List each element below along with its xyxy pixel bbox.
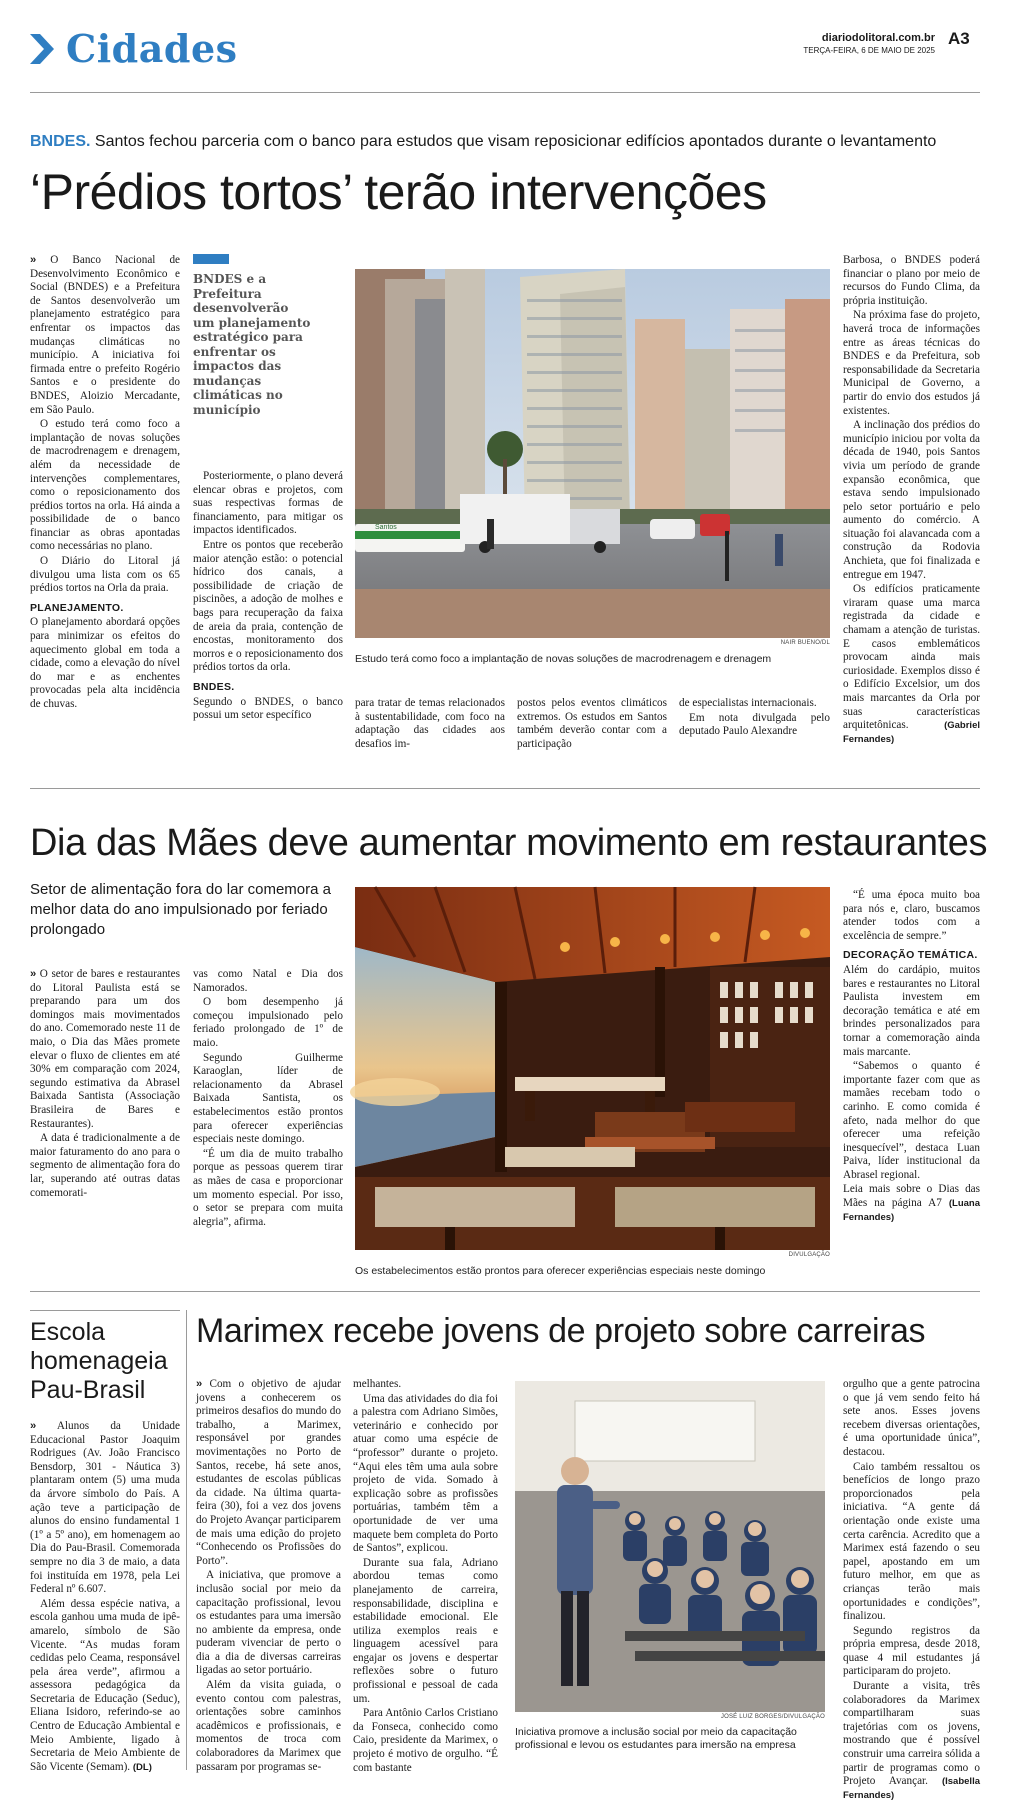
paragraph: Além dessa espécie nativa, a escola ganhou uma muda de ipê-amarelo, símbolo de São Vicente. “As mudas foram cedidas pelo Ceama, responsável pela área verde”, afirmou a assessora pedagógica da Secretaria de Educação (Seduc), Eliana Isidoro, referindo-se ao Centro de Educação Ambiental e Meio Ambiente, ligado à Secretaria de Meio Ambiente de São Vicente (Semam).: [30, 1597, 180, 1773]
paragraph: Durante a visita, três colaboradores da Marimex compartilharam suas trajetórias com os jovens, mostrando que é possível construir uma carreira sólida a partir de programas como o Projeto Avançar.: [843, 1680, 980, 1788]
paragraph: Entre os pontos que receberão maior atenção estão: o potencial hídrico dos canais, a possibilidade de criação de piscinões, a adoção de molhes e bags para recuperação da faixa de areia da praia, contenção de encostas, monitoramento dos morros e o reposicionamento dos prédios tortos da orla.: [193, 538, 343, 674]
paragraph: O estudo terá como foco a implantação de novas soluções de macrodrenagem e drenagem, além da necessidade de intervenções complementares, como o reposicionamento dos prédios tortos na orla. Há ainda a possibilidade de o banco financiar as obras apontadas como necessárias no plano.: [30, 418, 180, 553]
paragraph: A iniciativa, que promove a inclusão social por meio da capacitação profissional, levou os estudantes para uma imersão no ambiente da empresa, onde puderam vivenciar de perto o dia a dia de diversas carreiras ligadas ao setor portuário.: [196, 1569, 341, 1677]
story2-divider: [30, 1291, 980, 1292]
story4-col1: [196, 1378, 341, 1775]
author-signature: (Gabriel Fernandes): [843, 720, 980, 745]
story4-col3: [843, 1378, 980, 1803]
story2-headline: Dia das Mães deve aumentar movimento em restaurantes: [30, 822, 988, 864]
author-signature: (Luana Fernandes): [843, 1198, 980, 1223]
story1-col5: [843, 254, 980, 747]
paragraph: O Banco Nacional de Desenvolvimento Econômico e Social (BNDES) e a Prefeitura de Santos desenvolverão um planejamento estratégico para enfrentar os impactos das mudanças climáticas no município. A iniciativa foi firmada entre o prefeito Rogério Santos e o presidente do BNDES, Aloizio Mercadante, em São Paulo.: [30, 254, 180, 416]
paragraph: Barbosa, o BNDES poderá financiar o plano por meio de recursos do Fundo Clima, da própria instituição.: [843, 254, 980, 307]
paragraph: Além do cardápio, muitos bares e restaurantes no Litoral Paulista investem em decoração temática e até em brindes personalizados para tornar a comemoração ainda mais marcante.: [843, 963, 980, 1058]
paragraph: Os edifícios praticamente viraram quase uma marca registrada da cidade e chamam a atenção de turistas. E casos emblemáticos provocam ainda mais curiosidade. Exemplos disso é o Edifício Excelsior, um dos mais marcantes da Orla por suas características arquitetônicas.: [843, 583, 980, 732]
story1-col1: [30, 254, 180, 713]
drop-chevron-icon: »: [196, 1378, 203, 1390]
paragraph: “É uma época muito boa para nós e, claro, buscamos atender todos com a excelência de sempre.”: [843, 889, 980, 942]
author-signature: (DL): [132, 1761, 152, 1773]
paragraph: Uma das atividades do dia foi a palestra com Adriano Simões, veterinário e conhecido por atuar como uma espécie de “professor” durante o projeto. “Aqui eles têm uma aula sobre projeto de vida. Somado à explicação sobre as profissões portuárias, também têm a oportunidade de ver uma maquete bem completa do Porto de Santos”, explicou.: [353, 1392, 498, 1555]
story1-col3: [355, 697, 505, 752]
story4-headline: Marimex recebe jovens de projeto sobre carreiras: [196, 1312, 926, 1350]
drop-chevron-icon: »: [30, 254, 37, 266]
drop-chevron-icon: »: [30, 968, 37, 980]
paragraph: Com o objetivo de ajudar jovens a conhecerem os primeiros desafios do mundo do trabalho, a Marimex, responsável por grandes movimentações no Porto de Santos, recebe, há sete anos, estudantes de escolas públicas da cidade. Na última quarta-feira (30), foi a vez dos jovens do Projeto Avançar participarem de mais uma edição do projeto “Conhecendo os Profissões do Porto”.: [196, 1378, 342, 1567]
paragraph: postos pelos eventos climáticos extremos. Os estudos em Santos também deverão contar com a participação: [517, 697, 667, 750]
subhead: DECORAÇÃO TEMÁTICA.: [843, 949, 978, 962]
restaurant-photo: [355, 887, 830, 1250]
photo2-credit: DIVULGAÇÃO: [788, 1252, 830, 1258]
story4-col2: [353, 1378, 498, 1776]
story3-body: [30, 1420, 180, 1775]
photo1-credit: NAIR BUENO/DL: [780, 640, 830, 646]
paragraph: para tratar de temas relacionados à sustentabilidade, com foco na adaptação das cidades aos desafios im-: [355, 697, 505, 750]
paragraph: O planejamento abordará opções para minimizar os efeitos do aquecimento global em toda a cidade, como a elevação do nível do mar e as enchentes provocadas pela alta incidência de chuvas.: [30, 616, 180, 710]
story1-divider: [30, 788, 980, 789]
section-title: Cidades: [66, 26, 238, 71]
paragraph: de especialistas internacionais.: [679, 697, 817, 709]
photo4-credit: JOSÉ LUIZ BORGES/DIVULGAÇÃO: [720, 1714, 825, 1720]
section-header: [30, 26, 980, 76]
story3-headline: Escola homenageia Pau-Brasil: [30, 1318, 168, 1404]
author-signature: (Isabella Fernandes): [843, 1776, 980, 1801]
paragraph: Segundo Guilherme Karaoglan, líder de relacionamento da Abrasel Baixada Santista, os estabelecimentos estão prontos para oferecer experiências especiais neste domingo.: [193, 1051, 343, 1146]
photo1-caption: Estudo terá como foco a implantação de novas soluções de macrodrenagem e drenagem: [355, 653, 772, 665]
photo4-caption: Iniciativa promove a inclusão social por meio da capacitação profissional e levou os estudantes para imersão na empresa: [515, 1726, 797, 1751]
paragraph: vas como Natal e Dia dos Namorados.: [193, 968, 343, 994]
bus-label: Santos: [375, 524, 397, 531]
paragraph: Segundo o BNDES, o banco possui um setor específico: [193, 695, 343, 722]
header-rule: [30, 92, 980, 93]
paragraph: Posteriormente, o plano deverá elencar obras e projetos, com suas respectivas formas de financiamento, para mitigar os impactos identificados.: [193, 470, 343, 537]
issue-date: TERÇA-FEIRA, 6 DE MAIO DE 2025: [803, 46, 935, 55]
story2-col1: [30, 968, 180, 1201]
paragraph: Na próxima fase do projeto, haverá troca de informações entre as áreas técnicas do BNDES e da Prefeitura, sob responsabilidade da Secretaria Municipal de Governo, a partir do envio dos estudos já existentes.: [843, 309, 980, 417]
photo2-caption: Os estabelecimentos estão prontos para oferecer experiências especiais neste domingo: [355, 1265, 766, 1277]
story1-col4: [517, 697, 667, 752]
paragraph: O Diário do Litoral já divulgou uma lista com os 65 prédios tortos na Orla da praia.: [30, 555, 180, 595]
paragraph: Para Antônio Carlos Cristiano da Fonseca, conhecido como Caio, presidente da Marimex, o projeto é motivo de orgulho. “É com bastante: [353, 1707, 498, 1774]
buildings-photo: [355, 269, 830, 638]
paragraph: Alunos da Unidade Educacional Pastor Joaquim Rodrigues (Av. João Francisco Bensdorp, 301 - Náutica 3) plantaram ontem (5) uma muda da árvore símbolo do País. A ação teve a participação de alunos do ensino fundamental 1 (1º a 5º ano), em homenagem ao Dia do Pau-Brasil. Comemorada sempre no dia 3 de maio, a data foi instituída em 1978, pela Lei Federal nº 6.607.: [30, 1420, 180, 1596]
subhead: BNDES.: [193, 680, 235, 693]
drop-chevron-icon: »: [30, 1420, 37, 1432]
paragraph: “É um dia de muito trabalho porque as pessoas querem tirar as mães de casa e proporcionar um momento especial. Por isso, o setor se prepara com muita alegria”, afirma.: [193, 1147, 343, 1228]
paragraph: Durante sua fala, Adriano abordou temas como planejamento de carreira, responsabilidade, disciplina e estabilidade emocional. Ele utiliza exemplos reais e linguagem acessível para engajar os jovens e despertar reflexões sobre o futuro profissional e pessoal de cada um.: [353, 1556, 498, 1705]
paragraph: A data é tradicionalmente a de maior faturamento do ano para o segmento de alimentação fora do lar, superando até outras datas comemorati-: [30, 1132, 180, 1199]
paragraph: Leia mais sobre o Dias das Mães na página A7: [843, 1183, 980, 1210]
story1-col4b: [679, 697, 830, 740]
paragraph: Segundo registros da própria empresa, desde 2018, quase 4 mil estudantes já participaram do projeto.: [843, 1624, 980, 1678]
story3-vertical-rule: [186, 1310, 187, 1770]
paragraph: “Sabemos o quanto é importante fazer com que as mamães recebam todo o carinho. E como comida é afeto, nada melhor do que oferecer uma refeição inesquecível”, destaca Luan Paiva, líder institucional da Abrasel regional.: [843, 1060, 980, 1181]
story2-deck: Setor de alimentação fora do lar comemora a melhor data do ano impulsionado por feriado prolongado: [30, 881, 331, 938]
paragraph: orgulho que a gente patrocina o que já vem sendo feito há sete anos. Esses jovens recebem diversas orientações, é uma oportunidade única”, destacou.: [843, 1378, 980, 1458]
pullquote-text: BNDES e a Prefeitura desenvolverão um planejamento estratégico para enfrentar os impactos das mudanças climáticas no município: [193, 272, 311, 417]
story1-headline: ‘Prédios tortos’ terão intervenções: [30, 164, 767, 220]
students-photo: [515, 1381, 825, 1712]
paragraph: O bom desempenho já começou impulsionado pelo feriado prolongado de 1º de maio.: [193, 996, 343, 1049]
kicker-text: Santos fechou parceria com o banco para estudos que visam reposicionar edifícios apontados durante o levantamento: [94, 133, 937, 150]
subhead: PLANEJAMENTO.: [30, 601, 124, 614]
paragraph: O setor de bares e restaurantes do Litoral Paulista está se preparando para um dos domingos mais movimentados do ano. Comemorado neste 11 de maio, o Dia das Mães promete elevar o fluxo de clientes em até 30% em comparação com 2024, segundo estimativa da Abrasel Baixada Santista (Associação Brasileira de Bares e Restaurantes).: [30, 968, 180, 1130]
section-chevron-icon: [30, 34, 54, 64]
story2-col3: [843, 889, 980, 1225]
paragraph: Em nota divulgada pelo deputado Paulo Alexandre: [679, 711, 830, 738]
paragraph: A inclinação dos prédios do município iniciou por volta da década de 1940, pois Santos vivia um período de grande expansão econômica, que estava sendo impulsionado pelo setor portuário e pelo aumento do comércio. A situação foi alavancada com a construção da Rodovia Anchieta, que foi finalizada e entregue em 1947.: [843, 419, 980, 581]
paragraph: Além da visita guiada, o evento contou com palestras, orientações sobre caminhos acadêmicos e profissionais, e momentos de troca com colaboradores da Marimex que passaram por programas se-: [196, 1679, 341, 1773]
pullquote-bar: [193, 254, 229, 264]
story1-kicker: [30, 133, 980, 151]
kicker-label: BNDES.: [30, 133, 91, 150]
site-url[interactable]: diariodolitoral.com.br: [821, 32, 935, 44]
story2-col2: [193, 968, 343, 1230]
paragraph: Caio também ressaltou os benefícios de longo prazo proporcionados pela iniciativa. “A gente dá orientação onde existe uma certa carência. Acredito que a Marimex está fazendo o seu papel, apostando em um futuro melhor, em que as crianças terão mais oportunidades e condições”, finalizou.: [843, 1460, 980, 1623]
story3-top-rule: [30, 1310, 180, 1311]
story1-pullquote: [193, 254, 311, 417]
page-number: A3: [948, 29, 970, 48]
story1-col2: [193, 470, 343, 724]
paragraph: melhantes.: [353, 1378, 402, 1390]
